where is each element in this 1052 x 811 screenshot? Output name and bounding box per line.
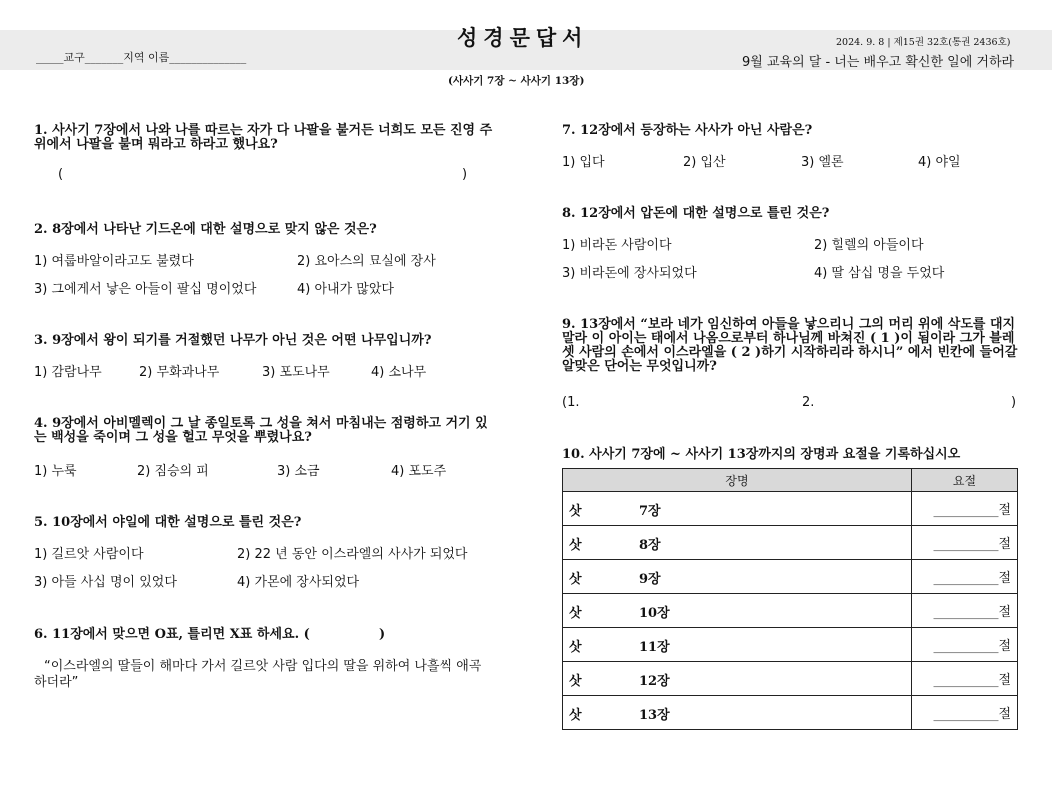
q7-option-3[interactable]: 3) 엘론 — [801, 155, 844, 170]
q9-answer-1[interactable]: (1. — [562, 395, 580, 410]
q6-quote-line-2: 하더라” — [34, 675, 79, 690]
q5-option-2[interactable]: 2) 22 년 동안 이스라엘의 사사가 되었다 — [237, 547, 468, 562]
table-row — [563, 492, 1018, 526]
row-lead: 삿 — [569, 708, 582, 723]
table-row — [563, 696, 1018, 730]
q4-option-4[interactable]: 4) 포도주 — [391, 464, 447, 479]
row-chapter: 13장 — [639, 708, 670, 723]
q8-option-1[interactable]: 1) 비라돈 사람이다 — [562, 238, 672, 253]
q4-option-1[interactable]: 1) 누룩 — [34, 464, 77, 479]
question-7: 7. 12장에서 등장하는 사사가 아닌 사람은? — [562, 123, 813, 138]
row-lead: 삿 — [569, 504, 582, 519]
table-row — [563, 594, 1018, 628]
row-chapter: 8장 — [639, 538, 661, 553]
row-chapter: 9장 — [639, 572, 661, 587]
q4-option-2[interactable]: 2) 짐승의 피 — [137, 464, 209, 479]
q3-option-1[interactable]: 1) 감람나무 — [34, 365, 102, 380]
row-lead: 삿 — [569, 640, 582, 655]
row-lead: 삿 — [569, 606, 582, 621]
q8-option-4[interactable]: 4) 딸 삼십 명을 두었다 — [814, 266, 945, 281]
row-verse-blank[interactable]: __________절 — [912, 662, 1018, 696]
name-fill-in-line[interactable]: _____교구_______지역 이름______________ — [36, 51, 247, 64]
q2-option-2[interactable]: 2) 요아스의 묘실에 장사 — [297, 254, 436, 269]
q7-option-2[interactable]: 2) 입산 — [683, 155, 726, 170]
chapter-range: (사사기 7장 ~ 사사기 13장) — [448, 75, 585, 87]
q8-option-2[interactable]: 2) 힐렐의 아들이다 — [814, 238, 924, 253]
question-1: 1. 사사기 7장에서 나와 나를 따르는 자가 다 나팔을 불거든 너희도 모든 진영 주위에서 나팔을 불며 뭐라고 하라고 했나요? — [34, 123, 493, 152]
question-4: 4. 9장에서 아비멜렉이 그 날 종일토록 그 성을 쳐서 마침내는 점령하고 거기 있는 백성을 죽이며 그 성을 헐고 무엇을 뿌렸나요? — [34, 416, 488, 445]
monthly-motto: 9월 교육의 달 - 너는 배우고 확신한 일에 거하라 — [742, 55, 1015, 70]
row-lead: 삿 — [569, 674, 582, 689]
row-chapter: 11장 — [639, 640, 670, 655]
q8-option-3[interactable]: 3) 비라돈에 장사되었다 — [562, 266, 697, 281]
question-5: 5. 10장에서 야일에 대한 설명으로 틀린 것은? — [34, 515, 302, 530]
q3-option-4[interactable]: 4) 소나무 — [371, 365, 427, 380]
question-10: 10. 사사기 7장에 ~ 사사기 13장까지의 장명과 요절을 기록하십시오 — [562, 447, 961, 462]
issue-info: 2024. 9. 8 | 제15권 32호(통권 2436호) — [836, 37, 1011, 48]
q6-quote-line-1: “이스라엘의 딸들이 해마다 가서 길르앗 사람 입다의 딸을 위하여 나흘씩 애곡 — [44, 659, 482, 674]
q3-option-3[interactable]: 3) 포도나무 — [262, 365, 330, 380]
q2-option-4[interactable]: 4) 아내가 많았다 — [297, 282, 394, 297]
page-title: 성경문답서 — [457, 25, 589, 50]
table-row — [563, 526, 1018, 560]
row-verse-blank[interactable]: __________절 — [912, 492, 1018, 526]
q5-option-1[interactable]: 1) 길르앗 사람이다 — [34, 547, 144, 562]
q2-option-1[interactable]: 1) 여룹바알이라고도 불렸다 — [34, 254, 194, 269]
question-6: 6. 11장에서 맞으면 O표, 틀리면 X표 하세요. ( — [34, 627, 310, 642]
column-header-verse: 요절 — [912, 469, 1018, 492]
answer-1-open[interactable]: ( — [58, 167, 64, 182]
q5-option-4[interactable]: 4) 가몬에 장사되었다 — [237, 575, 360, 590]
q9-answer-2[interactable]: 2. — [802, 395, 815, 410]
q7-option-4[interactable]: 4) 야일 — [918, 155, 961, 170]
q6-answer-close: ) — [379, 627, 386, 642]
row-verse-blank[interactable]: __________절 — [912, 628, 1018, 662]
row-verse-blank[interactable]: __________절 — [912, 526, 1018, 560]
question-3: 3. 9장에서 왕이 되기를 거절했던 나무가 아닌 것은 어떤 나무입니까? — [34, 333, 432, 348]
row-lead: 삿 — [569, 538, 582, 553]
row-verse-blank[interactable]: __________절 — [912, 594, 1018, 628]
row-chapter: 10장 — [639, 606, 670, 621]
row-lead: 삿 — [569, 572, 582, 587]
q5-option-3[interactable]: 3) 아들 사십 명이 있었다 — [34, 575, 177, 590]
column-header-chapter: 장명 — [563, 469, 912, 492]
question-8: 8. 12장에서 압돈에 대한 설명으로 틀린 것은? — [562, 206, 830, 221]
answer-1-close: ) — [462, 167, 468, 182]
row-verse-blank[interactable]: __________절 — [912, 560, 1018, 594]
q7-option-1[interactable]: 1) 입다 — [562, 155, 605, 170]
question-2: 2. 8장에서 나타난 기드온에 대한 설명으로 맞지 않은 것은? — [34, 222, 377, 237]
q4-option-3[interactable]: 3) 소금 — [277, 464, 320, 479]
question-9: 9. 13장에서 “보라 네가 임신하여 아들을 낳으리니 그의 머리 위에 삭도를 대지 말라 이 아이는 태에서 나옴으로부터 하나님께 바쳐진 ( 1 )이 됨이라 그가 블레셋 사람의 손에서 이스라엘을 ( 2 )하기 시작하리라 하시니” 에서 빈칸에 들어갈 알맞은 단어는 무엇입니까? — [562, 317, 1018, 374]
chapter-verse-table — [562, 468, 1018, 730]
q9-answer-close: ) — [1011, 395, 1017, 410]
q2-option-3[interactable]: 3) 그에게서 낳은 아들이 팔십 명이었다 — [34, 282, 257, 297]
table-row — [563, 662, 1018, 696]
row-chapter: 7장 — [639, 504, 661, 519]
table-row — [563, 560, 1018, 594]
row-chapter: 12장 — [639, 674, 670, 689]
table-row — [563, 628, 1018, 662]
row-verse-blank[interactable]: __________절 — [912, 696, 1018, 730]
q3-option-2[interactable]: 2) 무화과나무 — [139, 365, 220, 380]
